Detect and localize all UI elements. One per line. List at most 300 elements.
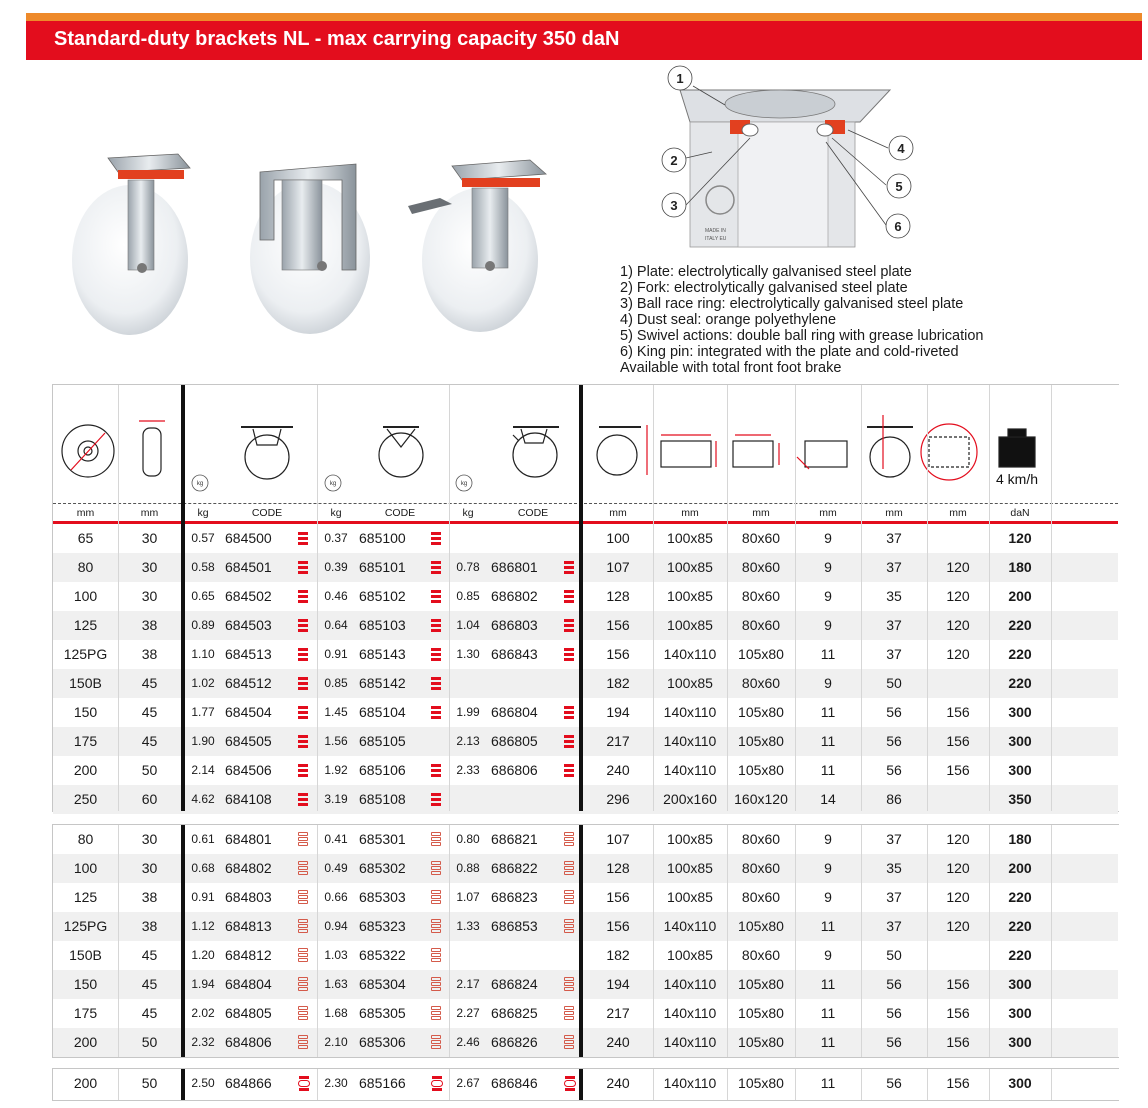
table-cell: 105x80 [738,762,784,778]
table-cell: 80x60 [741,588,781,604]
table-cell: 0.94 [324,919,348,933]
table-cell: 150B [69,675,102,691]
section-divider [181,1069,185,1100]
solid-hub-icon [298,619,308,632]
table-cell: 1.30 [456,647,480,661]
roller-bearing-icon [431,1006,441,1020]
section-divider [579,825,583,1057]
table-cell: 1.10 [191,647,215,661]
table-cell: 11 [820,704,836,720]
table-cell: 2.46 [456,1035,480,1049]
brake-caster-photo [408,160,546,332]
section-divider [579,385,583,811]
roller-bearing-icon [564,861,574,875]
table-cell: 37 [886,889,902,905]
table-cell: 125 [73,617,98,633]
table-cell: 0.49 [324,861,348,875]
section-divider [181,385,185,811]
table-brake [52,1068,1119,1101]
product-code: 686802 [491,588,538,604]
product-code: 686805 [491,733,538,749]
column-divider [927,1069,928,1100]
column-divider [449,385,450,811]
table-cell: 9 [824,675,832,691]
column-divider [727,825,728,1057]
column-divider [653,825,654,1057]
table-cell: 45 [141,1005,158,1021]
swivel-offset-icon [867,415,913,477]
product-code: 684108 [225,791,272,807]
table-cell: 100 [73,860,98,876]
unit-label: mm [76,507,95,519]
column-divider [317,385,318,811]
column-divider [653,1069,654,1100]
table-cell: 100 [606,530,630,546]
product-code: 685101 [359,559,406,575]
product-code: 686801 [491,559,538,575]
unit-label: mm [949,507,967,519]
table-row [53,883,1118,912]
table-row [53,698,1118,727]
table-cell: 2.33 [456,763,480,777]
product-code: 686843 [491,646,538,662]
load-weight-icon [999,429,1035,467]
section-divider [579,1069,583,1100]
table-cell: 80 [77,831,94,847]
product-code: 686825 [491,1005,538,1021]
table-cell: 3.19 [324,792,348,806]
table-cell: 105x80 [738,918,784,934]
table-cell: 60 [141,791,158,807]
table-cell: 37 [886,831,902,847]
table-cell: 80x60 [741,559,781,575]
table-cell: 100x85 [667,831,713,847]
product-code: 684506 [225,762,272,778]
column-divider [927,385,928,811]
product-code: 685301 [359,831,406,847]
table-cell: 140x110 [663,704,717,720]
table-cell: 56 [886,1005,902,1021]
table-cell: 182 [606,675,630,691]
solid-hub-icon [564,648,574,661]
roller-bearing-icon [298,948,308,962]
product-code: 684812 [225,947,272,963]
table-cell: 0.61 [191,832,215,846]
table-cell: 140x110 [663,1075,717,1091]
table-cell: 140x110 [663,976,717,992]
table-cell [449,941,487,970]
table-cell: 0.65 [191,589,215,603]
solid-hub-icon [431,619,441,632]
solid-hub-icon [431,532,441,545]
table-cell: 156 [946,976,970,992]
table-cell: 125PG [63,646,108,662]
table-cell: 37 [886,646,902,662]
table-cell: 105x80 [738,976,784,992]
table-cell: 9 [824,617,832,633]
solid-hub-icon [431,648,441,661]
svg-text:1: 1 [676,71,684,86]
table-cell: 45 [141,675,158,691]
product-code: 685105 [359,733,406,749]
table-cell: 80 [77,559,94,575]
table-cell: 156 [606,617,630,633]
table-cell: 100x85 [667,617,713,633]
roller-bearing-icon [298,1006,308,1020]
table-cell: 1.77 [191,705,215,719]
table-row [53,611,1118,640]
unit-label: kg [462,507,474,519]
table-cell: 107 [606,559,630,575]
table-cell: 11 [820,762,836,778]
product-code: 685166 [359,1075,406,1091]
table-cell: 200 [1008,588,1032,604]
product-code: 685306 [359,1034,406,1050]
table-cell: 240 [606,762,630,778]
table-cell: 0.88 [456,861,480,875]
table-row [53,785,1118,814]
roller-bearing-icon [298,1035,308,1049]
solid-hub-icon [298,648,308,661]
table-cell: 156 [946,1075,970,1091]
product-code: 684503 [225,617,272,633]
svg-text:3: 3 [670,198,678,213]
table-cell: 140x110 [663,762,717,778]
ball-bearing-icon [298,1076,310,1091]
product-code: 685322 [359,947,406,963]
table-cell: 56 [886,733,902,749]
table-cell: 37 [886,530,902,546]
table-cell: 100 [73,588,98,604]
table-cell [927,524,989,553]
table-cell: 120 [946,831,970,847]
table-cell: 9 [824,831,832,847]
table-row [53,941,1118,970]
svg-text:ITALY EU: ITALY EU [705,236,727,242]
table-cell: 0.66 [324,890,348,904]
table-row [53,669,1118,698]
table-cell: 182 [606,947,630,963]
column-divider [727,1069,728,1100]
table-cell: 140x110 [663,1005,717,1021]
table-cell: 160x120 [734,791,788,807]
column-divider [118,825,119,1057]
table-cell: 2.14 [191,763,215,777]
top-accent-stripe [26,13,1142,21]
table-cell: 1.68 [324,1006,348,1020]
table-cell: 0.85 [456,589,480,603]
table-cell: 300 [1008,976,1032,992]
table-cell: 200 [1008,860,1032,876]
table-cell: 156 [606,889,630,905]
table-cell: 9 [824,588,832,604]
column-divider [727,385,728,811]
column-divider [449,1069,450,1100]
svg-text:kg: kg [196,481,204,487]
table-icon-header [53,385,1118,503]
product-code: 684502 [225,588,272,604]
column-divider [795,385,796,811]
product-code: 684804 [225,976,272,992]
solid-hub-icon [298,561,308,574]
table-cell: 45 [141,704,158,720]
table-cell: 9 [824,947,832,963]
column-divider [118,385,119,811]
column-icons [53,385,1118,503]
table-cell: 220 [1008,617,1032,633]
solid-hub-icon [298,706,308,719]
column-divider [989,1069,990,1100]
table-cell: 0.46 [324,589,348,603]
unit-label: CODE [251,507,283,519]
table-cell: 2.27 [456,1006,480,1020]
column-divider [449,825,450,1057]
column-divider [927,825,928,1057]
product-photos [60,140,580,340]
table-cell: 300 [1008,762,1032,778]
feature-item: 5) Swivel actions: double ball ring with grease lubrication [620,328,984,344]
unit-label: mm [752,507,770,519]
table-cell: 120 [946,617,970,633]
column-divider [861,825,862,1057]
table-cell: 0.39 [324,560,348,574]
product-code: 686803 [491,617,538,633]
table-cell: 1.33 [456,919,480,933]
table-cell: 175 [73,733,98,749]
table-cell: 2.67 [456,1076,480,1090]
table-row [53,970,1118,999]
solid-hub-icon [431,706,441,719]
product-code: 684806 [225,1034,272,1050]
product-code: 686826 [491,1034,538,1050]
table-cell: 180 [1008,831,1032,847]
product-code: 684801 [225,831,272,847]
solid-hub-icon [298,764,308,777]
product-code: 685323 [359,918,406,934]
table-cell: 120 [946,559,970,575]
feature-item: 3) Ball race ring: electrolytically galvanised steel plate [620,296,964,312]
table-cell: 120 [946,889,970,905]
table-cell: 38 [141,918,158,934]
column-divider [317,1069,318,1100]
table-cell: 0.91 [191,890,215,904]
table-cell: 0.91 [324,647,348,661]
product-code: 686822 [491,860,538,876]
table-cell: 156 [946,704,970,720]
table-row [53,524,1118,553]
product-code: 685304 [359,976,406,992]
table-cell: 194 [606,976,630,992]
brake-caster-icon [513,427,559,477]
table-cell: 45 [141,976,158,992]
table-cell: 200 [73,762,98,778]
roller-bearing-icon [564,890,574,904]
feature-item: 6) King pin: integrated with the plate and cold-riveted [620,344,959,360]
table-cell: 100x85 [667,675,713,691]
table-cell: 140x110 [663,733,717,749]
svg-text:2: 2 [670,153,678,168]
fixed-caster-icon [379,427,423,477]
roller-bearing-icon [564,977,574,991]
table-cell: 175 [73,1005,98,1021]
table-cell: 50 [141,762,158,778]
table-cell: 50 [141,1075,158,1091]
table-cell: 11 [820,918,836,934]
column-divider [989,825,990,1057]
product-code: 684505 [225,733,272,749]
table-cell: 350 [1008,791,1032,807]
roller-bearing-icon [431,1035,441,1049]
product-code: 686846 [491,1075,538,1091]
column-divider [1051,825,1052,1057]
product-code: 685143 [359,646,406,662]
table-cell: 128 [606,588,630,604]
roller-bearing-icon [431,948,441,962]
table-cell: 56 [886,1034,902,1050]
product-code: 686806 [491,762,538,778]
roller-bearing-icon [298,919,308,933]
unit-label: daN [1010,507,1030,519]
table-cell: 9 [824,559,832,575]
table-cell: 1.92 [324,763,348,777]
table-cell: 30 [141,559,158,575]
bolt-hole-icon [797,441,847,469]
table-cell: 1.07 [456,890,480,904]
table-cell: 45 [141,733,158,749]
product-code: 685108 [359,791,406,807]
bolt-center-icon [921,424,977,480]
svg-text:4: 4 [897,141,905,156]
table-cell: 220 [1008,646,1032,662]
table-cell: 11 [820,646,836,662]
product-code: 685100 [359,530,406,546]
page-title: Standard-duty brackets NL - max carrying capacity 350 daN [54,28,620,50]
table-cell: 156 [946,1005,970,1021]
roller-bearing-icon [298,890,308,904]
svg-text:kg: kg [460,481,468,487]
table-cell: 220 [1008,889,1032,905]
product-code: 685142 [359,675,406,691]
table-cell: 80x60 [741,947,781,963]
table-cell: 0.89 [191,618,215,632]
table-cell: 120 [946,588,970,604]
product-code: 686804 [491,704,538,720]
table-cell: 105x80 [738,646,784,662]
product-code: 686853 [491,918,538,934]
solid-hub-icon [431,764,441,777]
table-cell: 1.02 [191,676,215,690]
table-cell: 105x80 [738,704,784,720]
construction-diagram [650,60,940,255]
table-cell: 300 [1008,704,1032,720]
table-cell: 100x85 [667,588,713,604]
table-cell: 11 [820,1034,836,1050]
table-cell: 56 [886,704,902,720]
unit-label: kg [330,507,342,519]
table-cell: 2.30 [324,1076,348,1090]
column-divider [118,1069,119,1100]
solid-hub-icon [431,590,441,603]
table-row [53,756,1118,785]
speed-label: 4 km/h [995,471,1039,487]
table-cell: 35 [886,588,902,604]
table-cell: 120 [1008,530,1032,546]
unit-label: mm [140,507,159,519]
table-cell: 200x160 [663,791,717,807]
table-cell: 140x110 [663,1034,717,1050]
solid-hub-icon [431,793,441,806]
unit-label: CODE [384,507,416,519]
solid-hub-icon [564,735,574,748]
table-cell: 65 [77,530,94,546]
title-bar [26,21,1142,60]
table-cell: 1.56 [324,734,348,748]
table-cell: 11 [820,1075,836,1091]
solid-hub-icon [431,561,441,574]
table-cell: 56 [886,1075,902,1091]
table-cell: 125PG [63,918,108,934]
table-cell: 220 [1008,675,1032,691]
table-cell: 56 [886,976,902,992]
product-code [487,785,559,814]
table-cell: 296 [606,791,630,807]
table-cell: 9 [824,530,832,546]
table-cell: 156 [606,646,630,662]
swivel-caster-icon [241,427,293,479]
table-cell [927,785,989,814]
roller-bearing-icon [564,1035,574,1049]
table-cell: 80x60 [741,617,781,633]
column-divider [861,385,862,811]
table-cell: 2.02 [191,1006,215,1020]
column-divider [861,1069,862,1100]
table-cell: 125 [73,889,98,905]
solid-hub-icon [298,532,308,545]
table-cell [927,669,989,698]
table-cell: 2.13 [456,734,480,748]
column-divider [989,385,990,811]
table-cell: 45 [141,947,158,963]
table-cell: 50 [886,675,902,691]
table-cell: 38 [141,889,158,905]
product-code: 685102 [359,588,406,604]
table-cell: 2.50 [191,1076,215,1090]
product-code [487,669,559,698]
table-cell: 50 [886,947,902,963]
table-cell: 1.45 [324,705,348,719]
features-list [620,264,1130,376]
table-row [53,825,1118,854]
table-cell: 2.32 [191,1035,215,1049]
svg-text:5: 5 [895,179,903,194]
product-code: 685302 [359,860,406,876]
table-cell: 100x85 [667,947,713,963]
table-cell: 105x80 [738,1075,784,1091]
roller-bearing-icon [431,832,441,846]
svg-text:6: 6 [894,219,902,234]
solid-hub-icon [298,677,308,690]
table-cell: 2.17 [456,977,480,991]
table-cell: 300 [1008,1075,1032,1091]
table-cell: 128 [606,860,630,876]
feature-item: 4) Dust seal: orange polyethylene [620,312,837,328]
product-code: 684803 [225,889,272,905]
column-divider [1051,385,1052,811]
table-cell [449,669,487,698]
table-cell: 300 [1008,1005,1032,1021]
product-code [487,941,559,970]
table-cell: 0.68 [191,861,215,875]
